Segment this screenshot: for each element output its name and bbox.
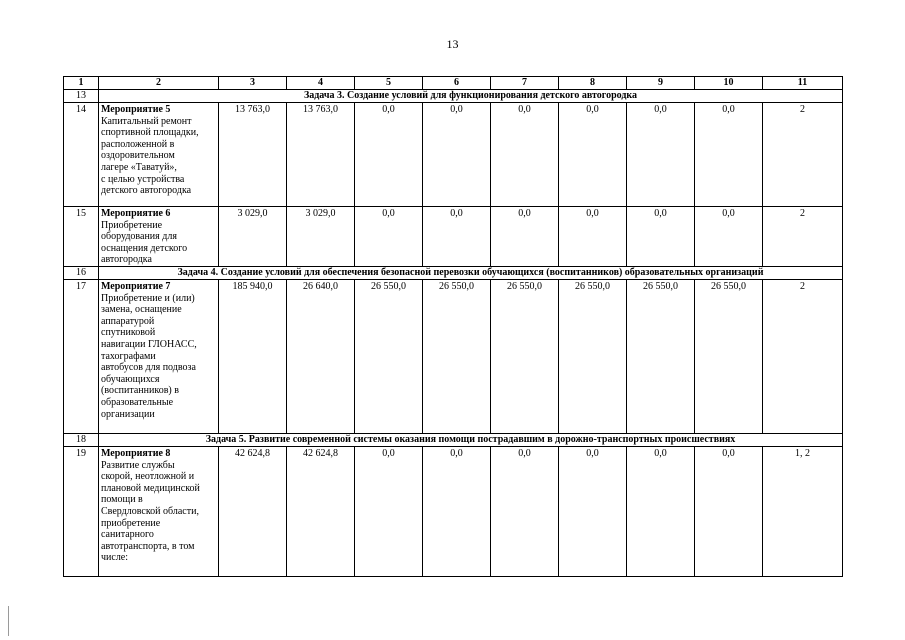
target-indicator-cell: 2 (763, 103, 843, 207)
amount-cell: 42 624,8 (287, 447, 355, 577)
table-body (64, 77, 843, 577)
column-number-header: 10 (695, 77, 763, 90)
row-number: 14 (64, 103, 99, 207)
task-row (64, 267, 843, 280)
column-number-header: 11 (763, 77, 843, 90)
amount-cell: 0,0 (627, 103, 695, 207)
measure-text-line: детского автогородка (101, 185, 192, 197)
program-table (63, 76, 843, 577)
measure-text-line: оборудования для (101, 231, 177, 243)
amount-cell: 0,0 (559, 103, 627, 207)
measure-description (99, 280, 219, 434)
measure-title: Мероприятие 5 (101, 104, 171, 115)
amount-cell: 0,0 (695, 103, 763, 207)
amount-cell: 0,0 (627, 207, 695, 267)
column-number-header: 4 (287, 77, 355, 90)
amount-cell: 0,0 (355, 103, 423, 207)
page-number: 13 (446, 37, 459, 51)
scan-edge-mark (8, 606, 9, 636)
measure-text-line: Приобретение и (или) (101, 292, 195, 304)
measure-description (99, 103, 219, 207)
row-number: 19 (64, 447, 99, 577)
amount-cell: 0,0 (559, 207, 627, 267)
measure-row (64, 447, 843, 577)
measure-text-line: навигации ГЛОНАСС, (101, 338, 197, 350)
column-number-header: 1 (64, 77, 99, 90)
amount-cell: 26 550,0 (423, 280, 491, 434)
measure-title: Мероприятие 7 (101, 281, 171, 292)
row-number: 15 (64, 207, 99, 267)
column-number-header: 6 (423, 77, 491, 90)
amount-cell: 26 550,0 (491, 280, 559, 434)
measure-text-line: спутниковой (101, 327, 156, 339)
measure-text-line: санитарного (101, 529, 154, 541)
amount-cell: 3 029,0 (219, 207, 287, 267)
row-number: 13 (64, 90, 99, 103)
measure-row (64, 103, 843, 207)
measure-text-line: помощи в (101, 494, 143, 506)
measure-text-line: лагере «Таватуй», (101, 161, 177, 173)
amount-cell: 13 763,0 (287, 103, 355, 207)
amount-cell: 3 029,0 (287, 207, 355, 267)
measure-text-line: (воспитанников) в (101, 385, 179, 397)
task-title: Задача 4. Создание условий для обеспечения безопасной перевозки обучающихся (воспитанников) образовательных организаций (99, 267, 843, 280)
measure-text-line: автогородка (101, 254, 152, 266)
column-number-header: 2 (99, 77, 219, 90)
measure-text-line: Развитие службы (101, 459, 175, 471)
amount-cell: 185 940,0 (219, 280, 287, 434)
measure-text-line: плановой медицинской (101, 482, 200, 494)
measure-text-line: автотранспорта, в том (101, 540, 195, 552)
amount-cell: 0,0 (491, 447, 559, 577)
measure-title: Мероприятие 6 (101, 208, 171, 219)
measure-text-line: скорой, неотложной и (101, 471, 195, 483)
amount-cell: 0,0 (695, 207, 763, 267)
amount-cell: 26 550,0 (355, 280, 423, 434)
measure-row (64, 280, 843, 434)
amount-cell: 0,0 (627, 447, 695, 577)
amount-cell: 0,0 (423, 207, 491, 267)
amount-cell: 0,0 (355, 207, 423, 267)
measure-text-line: Капитальный ремонт (101, 115, 192, 127)
measure-text-line: Свердловской области, (101, 505, 199, 517)
measure-text-line: спортивной площадки, (101, 127, 199, 139)
amount-cell: 13 763,0 (219, 103, 287, 207)
target-indicator-cell: 2 (763, 280, 843, 434)
amount-cell: 26 550,0 (695, 280, 763, 434)
measure-text-line: Приобретение (101, 219, 163, 231)
measure-description (99, 207, 219, 267)
measure-text-line: организации (101, 408, 155, 420)
column-number-header: 5 (355, 77, 423, 90)
column-number-header: 9 (627, 77, 695, 90)
measure-text-line: расположенной в (101, 138, 175, 150)
row-number: 17 (64, 280, 99, 434)
measure-text-line: приобретение (101, 517, 161, 529)
amount-cell: 0,0 (559, 447, 627, 577)
measure-text-line: замена, оснащение (101, 304, 182, 316)
measure-description (99, 447, 219, 577)
amount-cell: 26 640,0 (287, 280, 355, 434)
measure-text-line: образовательные (101, 396, 174, 408)
measure-text-line: аппаратурой (101, 315, 155, 327)
amount-cell: 0,0 (491, 207, 559, 267)
column-number-header: 7 (491, 77, 559, 90)
measure-text-line: тахографами (101, 350, 156, 362)
target-indicator-cell: 1, 2 (763, 447, 843, 577)
measure-row (64, 207, 843, 267)
measure-text-line: оснащения детского (101, 242, 188, 254)
measure-text-line: обучающихся (101, 373, 160, 385)
amount-cell: 0,0 (423, 103, 491, 207)
measure-text-line: оздоровительном (101, 150, 175, 162)
column-number-header: 8 (559, 77, 627, 90)
row-number: 18 (64, 434, 99, 447)
task-row (64, 434, 843, 447)
column-number-header-row (64, 77, 843, 90)
amount-cell: 0,0 (355, 447, 423, 577)
measure-text-line: числе: (101, 552, 129, 564)
measure-text-line: автобусов для подвоза (101, 362, 196, 374)
task-row (64, 90, 843, 103)
amount-cell: 42 624,8 (219, 447, 287, 577)
amount-cell: 0,0 (491, 103, 559, 207)
row-number: 16 (64, 267, 99, 280)
amount-cell: 26 550,0 (627, 280, 695, 434)
task-title: Задача 3. Создание условий для функционирования детского автогородка (99, 90, 843, 103)
amount-cell: 0,0 (695, 447, 763, 577)
measure-title: Мероприятие 8 (101, 448, 171, 459)
target-indicator-cell: 2 (763, 207, 843, 267)
task-title: Задача 5. Развитие современной системы оказания помощи пострадавшим в дорожно-транспортных происшествиях (99, 434, 843, 447)
amount-cell: 26 550,0 (559, 280, 627, 434)
measure-text-line: с целью устройства (101, 173, 185, 185)
column-number-header: 3 (219, 77, 287, 90)
amount-cell: 0,0 (423, 447, 491, 577)
